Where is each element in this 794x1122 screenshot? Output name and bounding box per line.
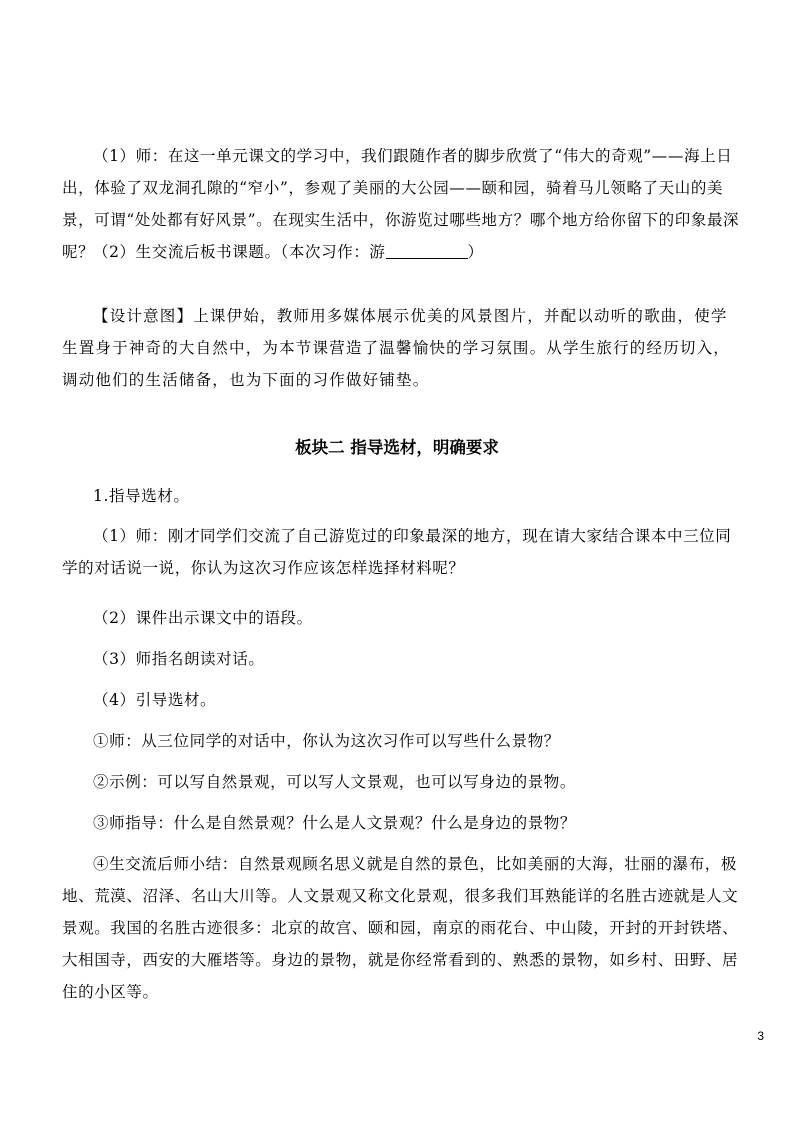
list-item: （4）引导选材。 xyxy=(93,691,217,709)
paragraph-design-intent: 【设计意图】上课伊始，教师用多媒体展示优美的风景图片，并配以动听的歌曲，使学生置身于神奇的大自然中，为本节课营造了温馨愉快的学习氛围。从学生旅行的经历切入，调动他们的生活储备，也为下面的习作做好铺垫。 xyxy=(62,307,731,389)
list-item: ②示例：可以写自然景观，可以写人文景观，也可以写身边的景物。 xyxy=(93,773,577,791)
list-item: ①师：从三位同学的对话中，你认为这次习作可以写些什么景物？ xyxy=(93,732,560,750)
section-heading: 板块二 指导选材，明确要求 xyxy=(295,438,499,457)
list-item: （1）师：刚才同学们交流了自己游览过的印象最深的地方，现在请大家结合课本中三位同学的对话说一说，你认为这次习作应该怎样选择材料呢？ xyxy=(62,527,732,577)
page-number: 3 xyxy=(757,1029,764,1043)
list-item: 1.指导选材。 xyxy=(93,487,190,505)
board-title-text: （2）生交流后板书课题。（本次习作：游 xyxy=(93,243,386,261)
list-item: ③师指导：什么是自然景观？什么是人文景观？什么是身边的景物？ xyxy=(93,814,577,832)
list-item: （3）师指名朗读对话。 xyxy=(93,650,265,668)
list-item: （2）课件出示课文中的语段。 xyxy=(93,609,313,627)
board-title-close: ） xyxy=(467,243,484,261)
fill-in-blank xyxy=(386,243,468,260)
paragraph-teacher-intro: （1）师：在这一单元课文的学习中，我们跟随作者的脚步欣赏了“伟大的奇观”——海上日出，体验了双龙洞孔隙的“窄小”，参观了美丽的大公园——颐和园，骑着马儿领略了天山的美景，可谓“处处都有好风景”。在现实生活中，你游览过哪些地方？哪个地方给你留下的印象最深呢？ xyxy=(62,147,740,261)
paragraph-board-title xyxy=(62,236,742,268)
list-item: ④生交流后师小结：自然景观顾名思义就是自然的景色，比如美丽的大海，壮丽的瀑布，极地、荒漠、沼泽、名山大川等。人文景观又称文化景观，很多我们耳熟能详的名胜古迹就是人文景观。我国的名胜古迹很多：北京的故宫、颐和园，南京的雨花台、中山陵，开封的开封铁塔、大相国寺，西安的大雁塔等。身边的景物，就是你经常看到的、熟悉的景物，如乡村、田野、居住的小区等。 xyxy=(62,855,739,1001)
